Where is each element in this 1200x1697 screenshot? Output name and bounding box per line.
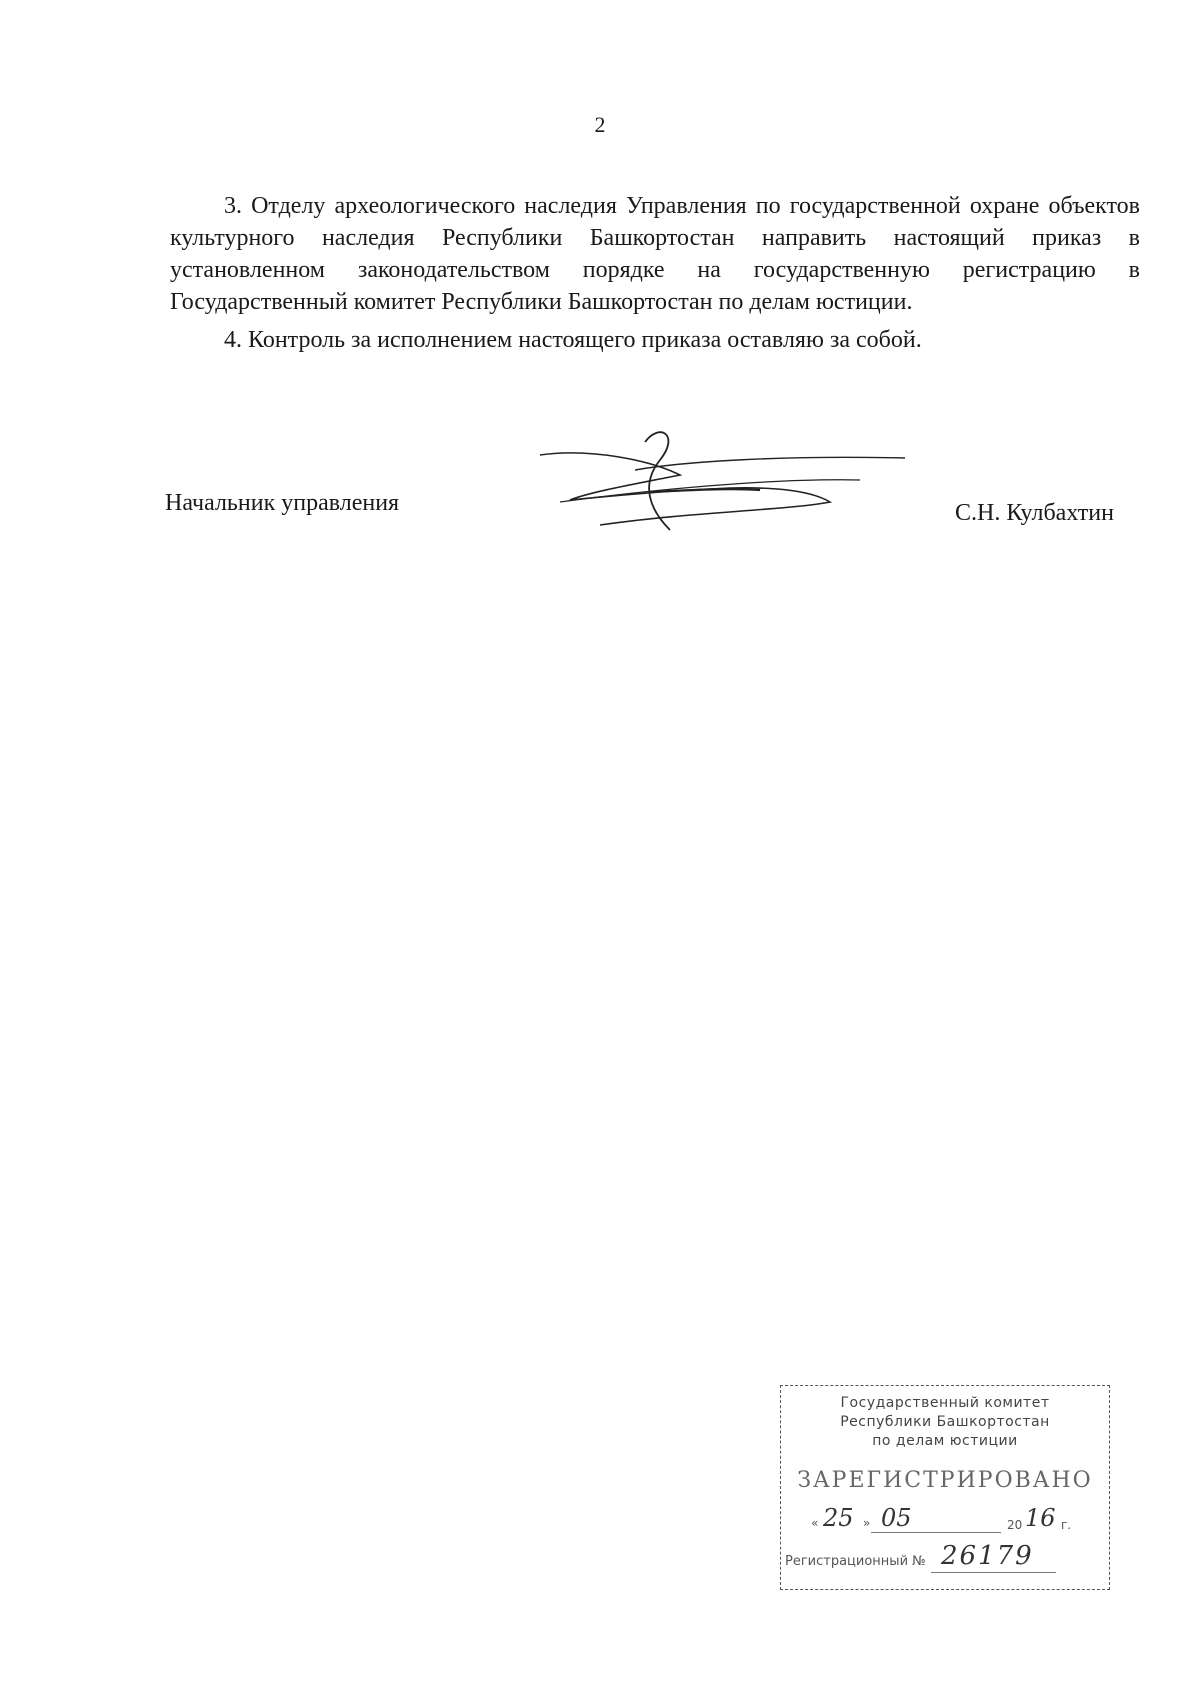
stamp-org-line: Республики Башкортостан — [840, 1414, 1050, 1430]
handwritten-signature — [530, 430, 910, 550]
stamp-org-line: Государственный комитет — [840, 1395, 1050, 1411]
date-month-line — [871, 1532, 1001, 1533]
page-number: 2 — [594, 112, 606, 137]
date-close-quote: » — [863, 1516, 871, 1530]
stamp-title: ЗАРЕГИСТРИРОВАНО — [797, 1468, 1093, 1493]
paragraph-3: 3. Отделу археологического наследия Управления по государственной охране объектов культурного наследия Республики Башкортостан направить настоящий приказ в установленном законодательством порядке на государственную регистрацию в Государственный комитет Республики Башкортостан по делам юстиции. — [170, 193, 1140, 315]
date-end: г. — [1061, 1518, 1072, 1532]
date-day: 25 — [823, 1504, 854, 1532]
stamp-organization — [781, 1394, 1109, 1451]
registration-label: Регистрационный № — [785, 1554, 926, 1569]
registration-stamp — [780, 1385, 1110, 1590]
stamp-date — [811, 1504, 1081, 1540]
registration-number: 26179 — [941, 1541, 1034, 1571]
registration-number-line — [931, 1572, 1056, 1573]
signer-name: С.Н. Кулбахтин — [955, 500, 1114, 526]
paragraph-4: 4. Контроль за исполнением настоящего приказа оставляю за собой. — [224, 327, 922, 353]
date-year-suffix: 16 — [1025, 1504, 1056, 1532]
date-year-prefix: 20 — [1007, 1518, 1023, 1532]
document-body — [170, 190, 1140, 356]
stamp-org-line: по делам юстиции — [872, 1433, 1018, 1449]
signer-position: Начальник управления — [165, 490, 400, 516]
date-month: 05 — [881, 1504, 912, 1532]
date-open-quote: « — [811, 1516, 819, 1530]
